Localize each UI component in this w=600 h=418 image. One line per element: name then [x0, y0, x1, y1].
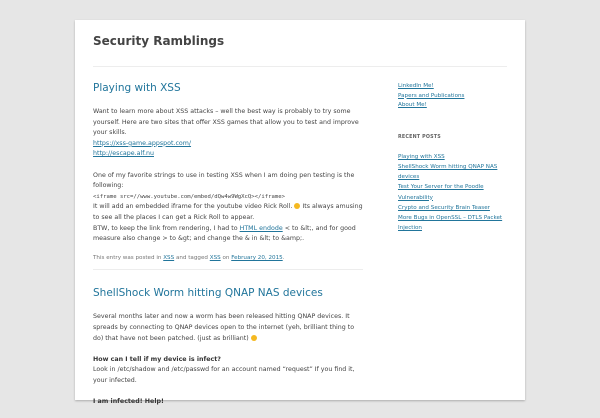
post-text: It will add an embedded iframe for the youtube video Rick Roll.	[93, 203, 293, 211]
post-subheading: How can I tell if my device is infect?	[93, 355, 221, 363]
post-title-link[interactable]: Playing with XSS	[93, 82, 181, 94]
smiley-icon	[294, 203, 300, 209]
category-link[interactable]: XSS	[163, 255, 175, 262]
post-text: Its always amusing to see all the places I can get a Rick Roll to appear.	[93, 203, 363, 221]
site-title[interactable]: Security Ramblings	[93, 34, 225, 48]
about-link[interactable]: About Me!	[398, 102, 427, 109]
recent-post-link[interactable]: More Bugs in OpenSSL – DTLS Packet Injection	[398, 215, 503, 232]
xss-game-link[interactable]: https://xss-game.appspot.com/	[93, 139, 192, 147]
recent-post-link[interactable]: Playing with XSS	[398, 153, 445, 160]
post-content	[93, 312, 363, 407]
page	[75, 20, 525, 406]
post-text: BTW, to keep the link from rendering, I had to	[93, 224, 238, 232]
meta-text: and tagged	[175, 255, 208, 262]
html-encode-link[interactable]: HTML endode	[239, 224, 283, 232]
sidebar-links	[398, 82, 508, 111]
escape-alf-link[interactable]: http://escape.alf.nu	[93, 150, 154, 158]
smiley-icon	[251, 335, 257, 341]
meta-text: .	[282, 255, 285, 262]
post-playing-with-xss	[93, 82, 363, 261]
post-text: < to &lt;, and for good measure also change > to &gt; and change the & in &lt; to &amp;.	[93, 224, 356, 243]
post-text: Look in /etc/shadow and /etc/passwd for an account named “request” If you find it, your infected.	[93, 366, 355, 384]
recent-post-item	[398, 203, 508, 213]
meta-text: on	[222, 255, 230, 262]
sidebar-link-item	[398, 101, 508, 111]
post-text: Several months later and now a worm has been released hitting QNAP devices. It spreads by connecting to QNAP devices open to the internet (yeh, brilliant thing to do) that have not been patched. (just as brilliant)	[93, 313, 355, 342]
meta-text: This entry was posted in	[93, 255, 162, 262]
sidebar	[398, 82, 508, 233]
recent-post-item	[398, 182, 508, 202]
linkedin-link[interactable]: LinkedIn Me!	[398, 83, 434, 89]
post-divider	[93, 269, 363, 270]
post-content	[93, 107, 363, 245]
post-paragraph	[93, 397, 363, 408]
post-shellshock	[93, 287, 363, 407]
post-paragraph	[93, 171, 363, 245]
tag-link[interactable]: XSS	[209, 255, 221, 262]
post-paragraph	[93, 312, 363, 344]
recent-post-item	[398, 213, 508, 233]
code-snippet: <iframe src=//www.youtube.com/embed/dQw4w9WgXcQ></iframe>	[93, 193, 285, 200]
recent-post-item	[398, 162, 508, 182]
post-date-link[interactable]: February 20, 2015	[231, 255, 283, 262]
recent-post-link[interactable]: Crypto and Security Brain Teaser	[398, 204, 490, 211]
recent-post-link[interactable]: Test Your Server for the Poodle Vulnerability	[398, 184, 484, 201]
entry-meta	[93, 255, 363, 261]
header-divider	[93, 66, 507, 67]
post-subheading: I am infected! Help!	[93, 398, 164, 406]
post-paragraph	[93, 355, 363, 387]
sidebar-link-item	[398, 82, 508, 92]
post-title-link[interactable]: ShellShock Worm hitting QNAP NAS devices	[93, 287, 323, 300]
sidebar-link-item	[398, 92, 508, 102]
main-content	[93, 82, 363, 418]
papers-link[interactable]: Papers and Publications	[398, 92, 465, 99]
recent-post-link[interactable]: ShellShock Worm hitting QNAP NAS devices	[398, 163, 498, 181]
post-text: One of my favorite strings to use in testing XSS when I am doing pen testing is the following:	[93, 171, 355, 190]
recent-posts-heading: RECENT POSTS	[398, 134, 441, 140]
recent-post-item	[398, 152, 508, 162]
post-text: Want to learn more about XSS attacks – well the best way is probably to try some yourself. Here are two sites that offer XSS games that allow you to test and improve your skills.	[93, 108, 359, 137]
recent-posts-list	[398, 152, 508, 234]
post-paragraph	[93, 107, 363, 160]
